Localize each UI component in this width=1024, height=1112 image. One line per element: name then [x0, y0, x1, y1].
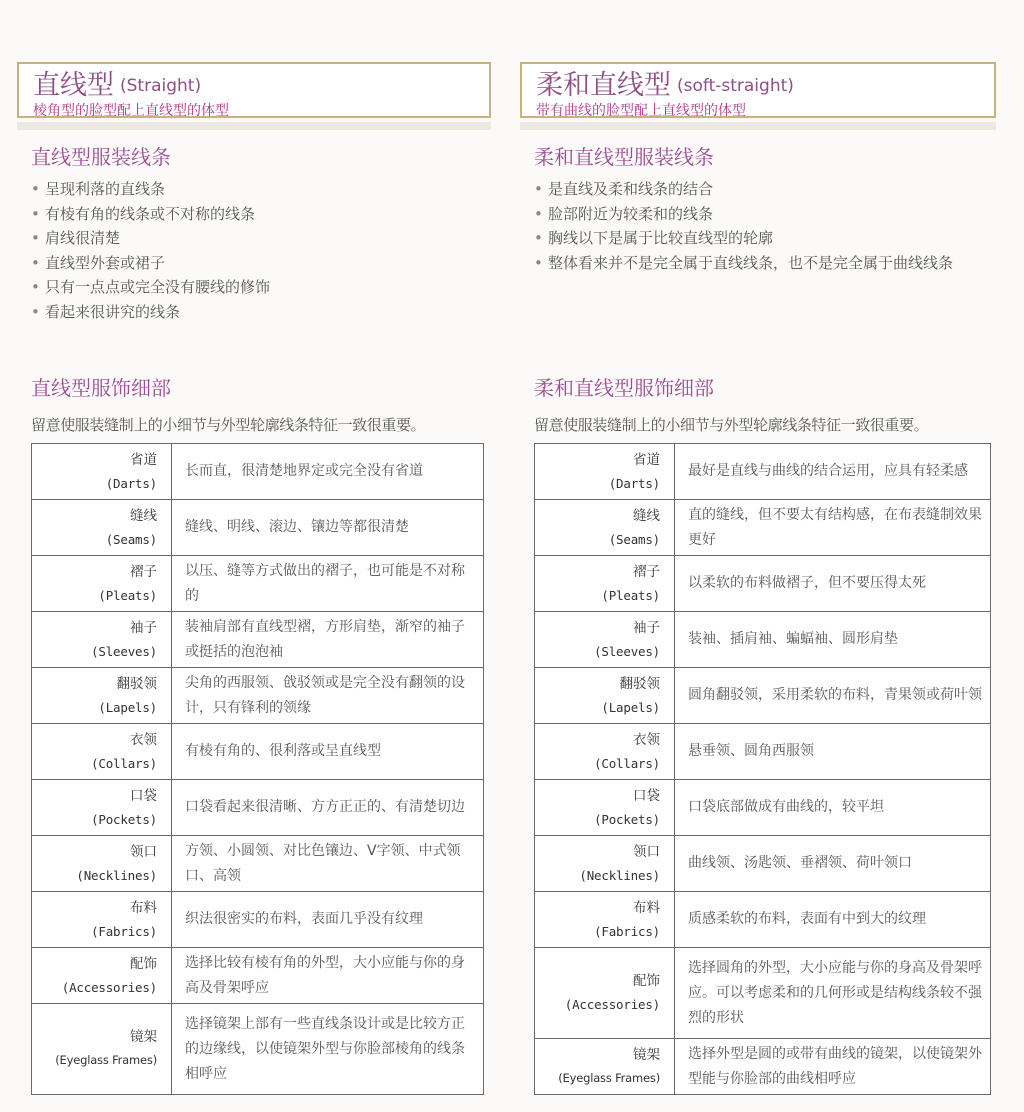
term-cell [32, 836, 172, 892]
description-cell: 选择镜架上部有一些直线条设计或是比较方正的边缘线，以使镜架外型与你脸部棱角的线条相呼应 [172, 1004, 484, 1095]
description-cell: 装袖肩部有直线型褶，方形肩垫，渐窄的袖子或挺括的泡泡袖 [172, 612, 484, 668]
term-en: (Seams) [105, 531, 157, 547]
term-en: (Sleeves) [91, 643, 157, 659]
term-cell [535, 836, 675, 892]
term-cell [32, 612, 172, 668]
description-cell: 质感柔软的布料，表面有中到大的纹理 [675, 892, 991, 948]
description-cell: 织法很密实的布料，表面几乎没有纹理 [172, 892, 484, 948]
bullet-item [534, 177, 996, 202]
bullet-text: 整体看来并不是完全属于直线线条，也不是完全属于曲线线条 [548, 253, 954, 272]
term-en: (Eyeglass Frames) [55, 1053, 157, 1067]
details-table [31, 443, 484, 1095]
term-zh: 缝线 [633, 507, 660, 524]
header-rule [17, 122, 491, 130]
description-cell: 以柔软的布料做褶子，但不要压得太死 [675, 556, 991, 612]
term-zh: 缝线 [130, 507, 157, 524]
table-row [535, 892, 991, 948]
term-en: (Collars) [91, 755, 157, 771]
lines-bullets [534, 177, 996, 275]
description-cell: 悬垂领、圆角西服领 [675, 724, 991, 780]
details-intro: 留意使服装缝制上的小细节与外型轮廓线条特征一致很重要。 [31, 416, 426, 434]
term-cell [32, 892, 172, 948]
term-zh: 衣领 [130, 731, 157, 748]
table-row [32, 836, 484, 892]
lines-heading: 直线型服装线条 [31, 145, 171, 169]
table-row [535, 836, 991, 892]
term-en: (Darts) [608, 475, 660, 491]
term-en: (Collars) [594, 755, 660, 771]
bullet-item [31, 226, 491, 251]
table-row [32, 444, 484, 500]
table-row [32, 500, 484, 556]
term-zh: 布料 [130, 899, 157, 916]
title-en: (Straight) [120, 76, 202, 96]
table-row [32, 556, 484, 612]
bullet-item [31, 202, 491, 227]
term-en: (Darts) [105, 475, 157, 491]
term-zh: 布料 [633, 899, 660, 916]
bullet-item [534, 226, 996, 251]
description-cell: 选择圆角的外型，大小应能与你的身高及骨架呼应。可以考虑柔和的几何形或是结构线条较不强烈的形状 [675, 948, 991, 1039]
term-zh: 领口 [633, 843, 660, 860]
bullet-dot-icon: • [534, 180, 543, 198]
term-zh: 省道 [633, 451, 660, 468]
bullet-dot-icon: • [31, 180, 40, 198]
term-en: (Accessories) [61, 979, 157, 995]
term-zh: 口袋 [633, 787, 660, 804]
term-cell [535, 724, 675, 780]
table-row [535, 1039, 991, 1095]
term-en: (Pockets) [91, 811, 157, 827]
term-cell [32, 444, 172, 500]
description-cell: 尖角的西服领、戗驳领或是完全没有翻领的设计，只有锋利的领缘 [172, 668, 484, 724]
term-cell [32, 948, 172, 1004]
term-cell [32, 500, 172, 556]
description-cell: 以压、缝等方式做出的褶子，也可能是不对称的 [172, 556, 484, 612]
bullet-item [31, 300, 491, 325]
term-cell [535, 1039, 675, 1095]
title-en: (soft-straight) [677, 76, 794, 96]
term-zh: 领口 [130, 843, 157, 860]
table-row [32, 948, 484, 1004]
bullet-dot-icon: • [31, 302, 40, 321]
term-zh: 翻驳领 [116, 675, 157, 692]
table-row [535, 500, 991, 556]
details-table [534, 443, 991, 1095]
bullet-text: 是直线及柔和线条的结合 [548, 180, 714, 198]
term-cell [32, 668, 172, 724]
term-cell [32, 556, 172, 612]
term-cell [32, 724, 172, 780]
term-en: (Seams) [608, 531, 660, 547]
term-en: (Necklines) [579, 867, 660, 883]
title-zh: 柔和直线型 [536, 70, 671, 101]
page-subtitle: 带有曲线的脸型配上直线型的体型 [536, 103, 746, 119]
table-row [32, 612, 484, 668]
page-subtitle: 棱角型的脸型配上直线型的体型 [33, 103, 229, 119]
bullet-text: 胸线以下是属于比较直线型的轮廓 [548, 229, 774, 248]
description-cell: 缝线、明线、滚边、镶边等都很清楚 [172, 500, 484, 556]
term-cell [535, 500, 675, 556]
term-zh: 镜架 [633, 1046, 660, 1063]
term-zh: 袖子 [130, 619, 157, 636]
term-cell [535, 780, 675, 836]
details-heading: 直线型服饰细部 [31, 376, 171, 400]
bullet-dot-icon: • [31, 278, 40, 297]
bullet-item [31, 251, 491, 276]
lines-bullets [31, 177, 491, 325]
table-row [535, 444, 991, 500]
description-cell: 选择外型是圆的或带有曲线的镜架，以使镜架外型能与你脸部的曲线相呼应 [675, 1039, 991, 1095]
table-row [32, 668, 484, 724]
bullet-dot-icon: • [31, 204, 40, 223]
table-row [535, 780, 991, 836]
description-cell: 最好是直线与曲线的结合运用，应具有轻柔感 [675, 444, 991, 500]
page-title [33, 70, 475, 102]
table-row [535, 948, 991, 1039]
description-cell: 曲线领、汤匙领、垂褶领、荷叶领口 [675, 836, 991, 892]
bullet-item [534, 202, 996, 227]
table-row [32, 1004, 484, 1095]
term-cell [535, 948, 675, 1039]
term-zh: 袖子 [633, 619, 660, 636]
table-row [32, 892, 484, 948]
term-en: (Lapels) [98, 699, 157, 715]
bullet-dot-icon: • [31, 229, 40, 248]
bullet-item [534, 251, 996, 276]
term-zh: 褶子 [633, 563, 660, 580]
term-en: (Lapels) [601, 699, 660, 715]
bullet-text: 有棱有角的线条或不对称的线条 [45, 204, 256, 223]
description-cell: 长而直，很清楚地界定或完全没有省道 [172, 444, 484, 500]
term-en: (Eyeglass Frames) [558, 1070, 660, 1085]
bullet-dot-icon: • [31, 253, 40, 272]
table-row [535, 668, 991, 724]
term-en: (Pockets) [594, 811, 660, 827]
term-zh: 镜架 [130, 1029, 157, 1045]
description-cell: 装袖、插肩袖、蝙蝠袖、圆形肩垫 [675, 612, 991, 668]
description-cell: 选择比较有棱有角的外型，大小应能与你的身高及骨架呼应 [172, 948, 484, 1004]
term-en: (Necklines) [76, 867, 157, 883]
description-cell: 口袋看起来很清晰、方方正正的、有清楚切边 [172, 780, 484, 836]
term-en: (Sleeves) [594, 643, 660, 659]
term-zh: 配饰 [633, 973, 660, 989]
bullet-text: 呈现利落的直线条 [45, 180, 166, 198]
right-column [520, 62, 996, 1087]
bullet-text: 看起来很讲究的线条 [45, 302, 181, 321]
lines-heading: 柔和直线型服装线条 [534, 145, 714, 169]
bullet-item [31, 177, 491, 202]
description-cell: 口袋底部做成有曲线的，较平坦 [675, 780, 991, 836]
bullet-text: 肩线很清楚 [45, 229, 121, 248]
term-zh: 配饰 [130, 955, 157, 972]
term-cell [535, 556, 675, 612]
bullet-text: 直线型外套或裙子 [45, 253, 166, 272]
term-en: (Pleats) [98, 587, 157, 603]
table-row [32, 724, 484, 780]
term-en: (Fabrics) [594, 923, 660, 939]
term-cell [535, 892, 675, 948]
details-intro: 留意使服装缝制上的小细节与外型轮廓线条特征一致很重要。 [534, 416, 929, 434]
term-cell [32, 780, 172, 836]
table-row [32, 780, 484, 836]
bullet-dot-icon: • [534, 204, 543, 223]
bullet-text: 脸部附近为较柔和的线条 [548, 204, 714, 223]
left-column [17, 62, 491, 1082]
bullet-item [31, 275, 491, 300]
term-cell [535, 612, 675, 668]
title-zh: 直线型 [33, 70, 114, 101]
details-heading: 柔和直线型服饰细部 [534, 376, 714, 400]
bullet-text: 只有一点点或完全没有腰线的修饰 [45, 278, 271, 297]
term-zh: 翻驳领 [619, 675, 660, 692]
description-cell: 方领、小圆领、对比色镶边、V字领、中式领口、高领 [172, 836, 484, 892]
table-row [535, 612, 991, 668]
header-box-straight [17, 62, 491, 118]
header-rule [520, 122, 996, 130]
bullet-dot-icon: • [534, 253, 543, 272]
term-cell [535, 444, 675, 500]
term-zh: 省道 [130, 451, 157, 468]
term-zh: 褶子 [130, 563, 157, 580]
table-row [535, 556, 991, 612]
page-title [536, 70, 980, 102]
term-zh: 口袋 [130, 787, 157, 804]
bullet-dot-icon: • [534, 229, 543, 248]
term-cell [32, 1004, 172, 1095]
term-en: (Pleats) [601, 587, 660, 603]
header-box-soft-straight [520, 62, 996, 118]
table-row [535, 724, 991, 780]
description-cell: 圆角翻驳领，采用柔软的布料，青果领或荷叶领 [675, 668, 991, 724]
description-cell: 直的缝线，但不要太有结构感，在布表缝制效果更好 [675, 500, 991, 556]
term-en: (Accessories) [564, 997, 660, 1012]
description-cell: 有棱有角的、很利落或呈直线型 [172, 724, 484, 780]
term-zh: 衣领 [633, 731, 660, 748]
term-en: (Fabrics) [91, 923, 157, 939]
term-cell [535, 668, 675, 724]
